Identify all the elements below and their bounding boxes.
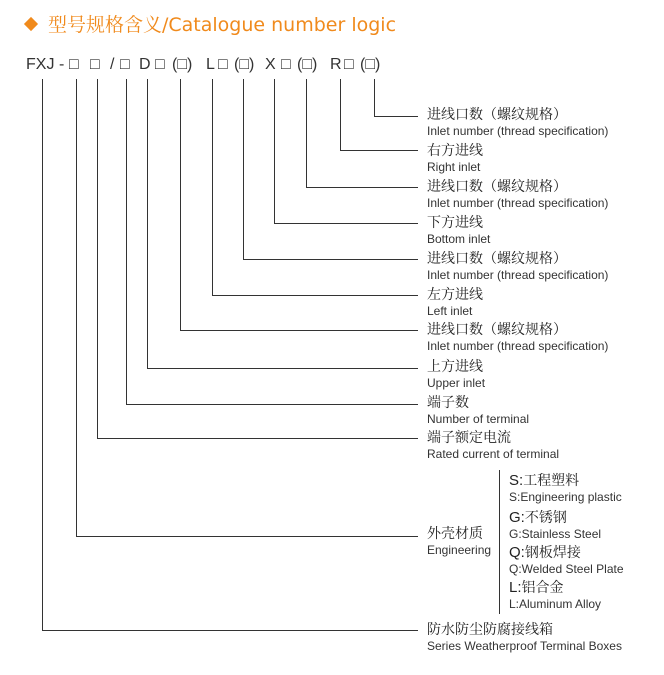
code-token: -: [59, 56, 65, 73]
label-cn: 进线口数（螺纹规格）: [427, 322, 567, 338]
material-code: S:: [509, 472, 524, 489]
leader-line: [341, 79, 419, 151]
material-option-q: [509, 544, 624, 577]
label-cn: 外壳材质: [427, 526, 483, 542]
material-en: Q:Welded Steel Plate: [509, 562, 624, 576]
label-en: Engineering: [427, 543, 492, 557]
label-en: Number of terminal: [427, 412, 530, 426]
label-inlet-number-left: [427, 251, 608, 283]
label-cn: 进线口数（螺纹规格）: [427, 179, 567, 195]
material-code: Q:: [509, 544, 525, 561]
code-token: □: [69, 56, 79, 73]
material-option-g: [509, 509, 601, 542]
label-cn: 端子额定电流: [427, 430, 511, 446]
code-token: (□): [172, 56, 193, 73]
label-terminal-count: [427, 395, 529, 427]
material-option-s: [509, 472, 622, 505]
code-token: FXJ: [26, 56, 55, 73]
code-token: (□): [297, 56, 318, 73]
leader-line: [77, 79, 419, 537]
label-inlet-number-right: [427, 107, 608, 139]
leader-line: [127, 79, 419, 405]
code-token: □: [281, 56, 291, 73]
code-token: □: [344, 56, 354, 73]
label-left-inlet: [427, 287, 483, 319]
code-token: □: [218, 56, 228, 73]
label-cn: 左方进线: [427, 287, 483, 303]
label-upper-inlet: [427, 359, 485, 391]
code-token: □: [120, 56, 130, 73]
label-en: Inlet number (thread specification): [427, 268, 609, 282]
leader-line: [244, 79, 419, 260]
material-cn: 工程塑料: [523, 473, 580, 489]
label-en: Inlet number (thread specification): [427, 124, 609, 138]
label-right-inlet: [427, 143, 483, 175]
label-cn: 右方进线: [427, 143, 483, 159]
label-cn: 下方进线: [427, 215, 483, 231]
label-cn: 进线口数（螺纹规格）: [427, 107, 567, 123]
code-token: R: [330, 56, 342, 73]
code-token: □: [155, 56, 165, 73]
code-token: D: [139, 56, 151, 73]
label-en: Inlet number (thread specification): [427, 196, 609, 210]
label-inlet-number-bottom: [427, 179, 608, 211]
label-cn: 端子数: [427, 395, 469, 411]
code-token: /: [110, 56, 115, 73]
material-cn: 铝合金: [521, 580, 564, 596]
label-en: Right inlet: [427, 160, 481, 174]
material-en: L:Aluminum Alloy: [509, 597, 602, 611]
label-en: Bottom inlet: [427, 232, 491, 246]
label-cn: 进线口数（螺纹规格）: [427, 251, 567, 267]
material-cn: 钢板焊接: [524, 545, 581, 561]
code-token: □: [90, 56, 100, 73]
code-token: L: [206, 56, 215, 73]
label-en: Rated current of terminal: [427, 447, 560, 461]
code-token: X: [265, 56, 276, 73]
material-cn: 不锈钢: [524, 510, 567, 526]
code-token: (□): [360, 56, 381, 73]
label-enclosure-material: [427, 526, 491, 558]
label-en: Upper inlet: [427, 376, 486, 390]
label-en: Left inlet: [427, 304, 473, 318]
label-series: [427, 622, 622, 654]
label-cn: 上方进线: [427, 359, 483, 375]
label-bottom-inlet: [427, 215, 490, 247]
title-text: 型号规格含义/Catalogue number logic: [48, 14, 397, 36]
material-code: G:: [509, 509, 525, 526]
leader-line: [98, 79, 419, 439]
label-rated-current: [427, 430, 559, 462]
material-en: S:Engineering plastic: [509, 490, 622, 504]
material-code: L:: [509, 579, 522, 596]
leader-line: [43, 79, 419, 631]
label-en: Series Weatherproof Terminal Boxes: [427, 639, 622, 653]
material-option-l: [509, 579, 601, 612]
leader-line: [275, 79, 419, 224]
label-cn: 防水防尘防腐接线箱: [427, 622, 553, 638]
material-en: G:Stainless Steel: [509, 527, 602, 541]
label-inlet-number-upper: [427, 322, 608, 354]
leader-line: [375, 79, 419, 117]
code-token: (□): [234, 56, 255, 73]
label-en: Inlet number (thread specification): [427, 339, 609, 353]
leader-line: [307, 79, 419, 188]
